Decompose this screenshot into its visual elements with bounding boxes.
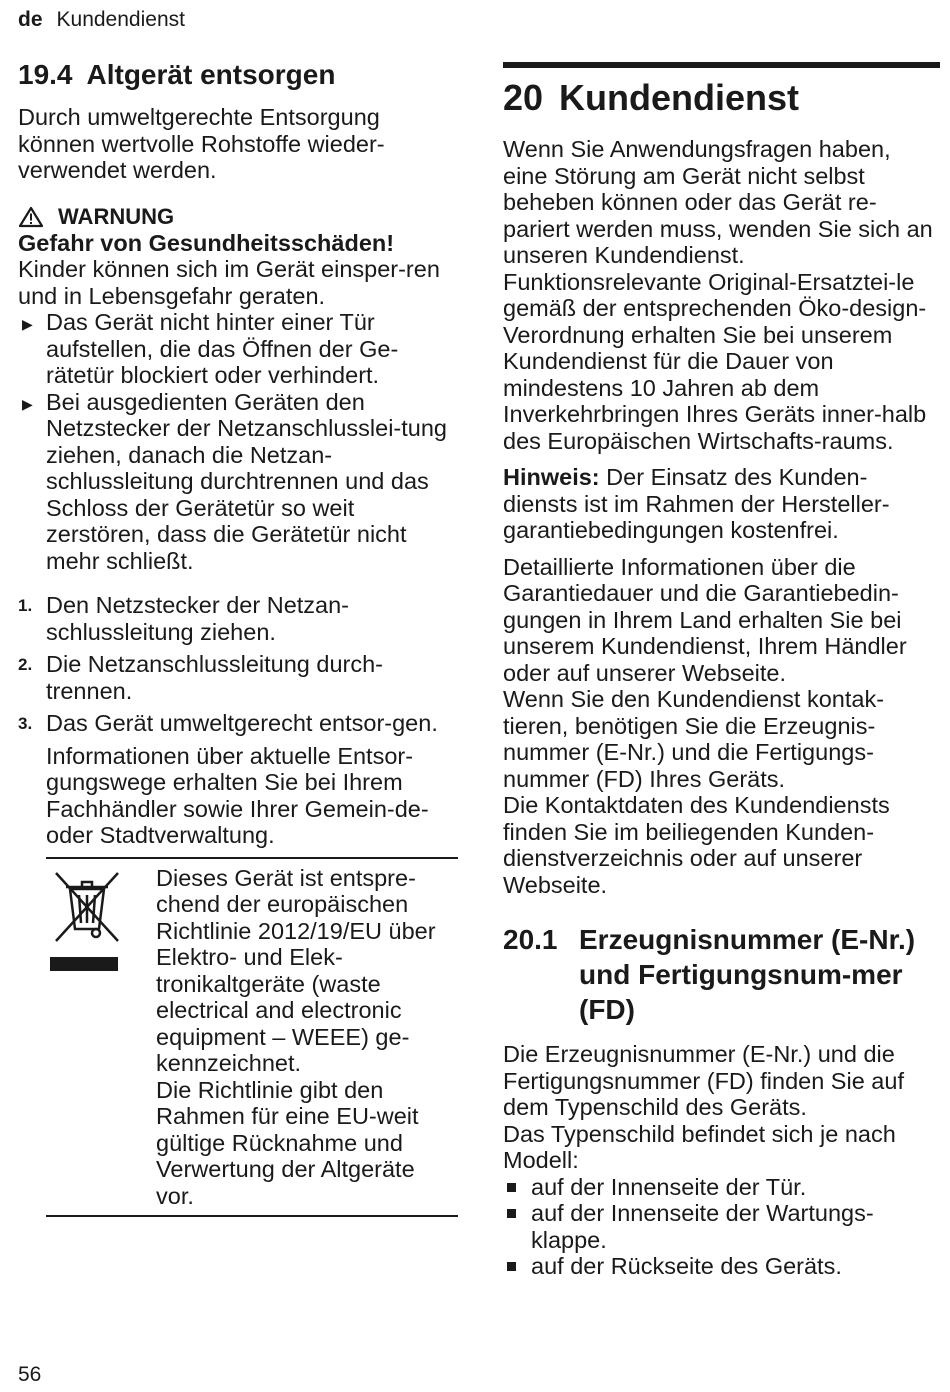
- note-text: Der Einsatz des Kunden-diensts ist im Rahmen der Hersteller-garantiebedingungen kostenfrei.: [503, 464, 890, 543]
- section-title: Erzeugnisnummer (E-Nr.) und Fertigungsnum-mer (FD): [579, 924, 916, 1025]
- list-item: [503, 1253, 940, 1280]
- disposal-steps: [18, 592, 458, 737]
- warning-subtitle: Gefahr von Gesundheitsschäden!: [18, 229, 395, 256]
- note-paragraph: [503, 464, 940, 544]
- list-item-text: auf der Innenseite der Wartungs-klappe.: [531, 1200, 874, 1253]
- section-heading-19-4: [18, 58, 458, 92]
- weee-text-1: Dieses Gerät ist entspre-chend der europäischen Richtlinie 2012/19/EU über Elektro- und Elek-tronikaltgeräte (waste electrical and electronic equipment – WEEE) ge-kennzeichnet.: [156, 864, 436, 1076]
- step-text: Das Gerät umweltgerecht entsor-gen.: [46, 710, 438, 736]
- service-paragraph: Wenn Sie Anwendungsfragen haben, eine Störung am Gerät nicht selbst beheben können oder das Gerät re-pariert werden muss, wenden Sie sich an unseren Kundendienst. Funktionsrelevante Original-Ersatztei-le gemäß der entsprechenden Öko-design-Verordnung erhalten Sie bei unserem Kundendienst für die Dauer von mindestens 10 Jahren ab dem Inverkehrbringen Ihres Geräts inner-halb des Europäischen Wirtschafts-raums.: [503, 136, 933, 454]
- section-title: Altgerät entsorgen: [86, 59, 336, 90]
- directory-paragraph: Die Kontaktdaten des Kundendiensts finden Sie im beiliegenden Kunden-dienstverzeichnis oder auf unserer Webseite.: [503, 792, 890, 898]
- step-number: 1.: [18, 596, 33, 615]
- weee-text-2: Die Richtlinie gibt den Rahmen für eine EU-weit gültige Rücknahme und Verwertung der Altgeräte vor.: [156, 1076, 419, 1209]
- square-bullet-icon: [507, 1209, 516, 1218]
- warning-heading: [18, 204, 458, 230]
- step-text: Die Netzanschlussleitung durch-trennen.: [46, 651, 383, 704]
- contact-paragraph: Wenn Sie den Kundendienst kontak-tieren, benötigen Sie die Erzeugnis-nummer (E-Nr.) und die Fertigungs-nummer (FD) Ihres Geräts.: [503, 686, 885, 792]
- list-item-text: Das Gerät nicht hinter einer Tür aufstellen, die das Öffnen der Ge-rätetür blockiert oder verhindert.: [46, 309, 399, 388]
- intro-paragraph: Durch umweltgerechte Entsorgung können wertvolle Rohstoffe wieder-verwendet werden.: [18, 104, 385, 183]
- page-number: 56: [18, 1363, 42, 1386]
- square-bullet-icon: [507, 1262, 516, 1271]
- triangle-bullet-icon: ▶: [22, 316, 33, 332]
- chapter-heading-20: [503, 76, 940, 120]
- section-number: 19.4: [18, 59, 73, 90]
- list-item: [18, 309, 458, 389]
- step-number: 3.: [18, 714, 33, 733]
- right-column: [503, 62, 940, 1280]
- chapter-number: 20: [503, 77, 544, 118]
- chapter-title: Kundendienst: [559, 77, 800, 118]
- chapter-rule: [503, 62, 940, 68]
- crossed-bin-icon: [46, 869, 126, 981]
- nameplate-location-intro: Das Typenschild befindet sich je nach Modell:: [503, 1120, 896, 1173]
- note-label: Hinweis:: [503, 464, 600, 490]
- nameplate-paragraph: Die Erzeugnisnummer (E-Nr.) und die Fertigungsnummer (FD) finden Sie auf dem Typenschild des Geräts.: [503, 1041, 904, 1120]
- list-item-text: auf der Rückseite des Geräts.: [531, 1253, 842, 1279]
- section-number: 20.1: [503, 924, 558, 955]
- warranty-paragraph: Detaillierte Informationen über die Garantiedauer und die Garantiebedin-gungen in Ihrem Land erhalten Sie bei unserem Kundendienst, Ihrem Händler oder auf unserer Webseite.: [503, 553, 907, 686]
- step-item: [18, 651, 458, 704]
- nameplate-locations: [503, 1174, 940, 1280]
- triangle-bullet-icon: ▶: [22, 395, 33, 412]
- weee-box: [46, 857, 458, 1218]
- step-text: Den Netzstecker der Netzan-schlussleitung ziehen.: [46, 592, 350, 645]
- step-number: 2.: [18, 655, 33, 674]
- square-bullet-icon: [507, 1183, 516, 1192]
- page-header: [18, 8, 185, 32]
- weee-text: [156, 865, 458, 1210]
- left-column: [18, 58, 458, 1217]
- list-item-text: auf der Innenseite der Tür.: [531, 1173, 807, 1200]
- warning-label: WARNUNG: [58, 203, 175, 229]
- list-item: [503, 1174, 940, 1201]
- warning-text: Kinder können sich im Gerät einsper-ren und in Lebensgefahr geraten.: [18, 256, 440, 309]
- list-item-text: Bei ausgedienten Geräten den Netzstecker der Netzanschlusslei-tung ziehen, danach die Netzan-schlussleitung durchtrennen und das Schloss der Gerätetür so weit zerstören, dass die Gerätetür nicht mehr schließt.: [46, 388, 447, 574]
- warning-icon: [18, 206, 44, 228]
- list-item: [18, 389, 458, 575]
- step-item: [18, 592, 458, 645]
- disposal-info: Informationen über aktuelle Entsor-gungswege erhalten Sie bei Ihrem Fachhändler sowie Ihrer Gemein-de- oder Stadtverwaltung.: [46, 742, 429, 848]
- warning-bullets: [18, 309, 458, 574]
- header-section: Kundendienst: [56, 8, 185, 31]
- section-heading-20-1: [503, 922, 940, 1027]
- weee-symbol: [46, 865, 156, 1210]
- language-code: de: [18, 8, 43, 31]
- step-item: [18, 710, 458, 737]
- list-item: [503, 1200, 940, 1253]
